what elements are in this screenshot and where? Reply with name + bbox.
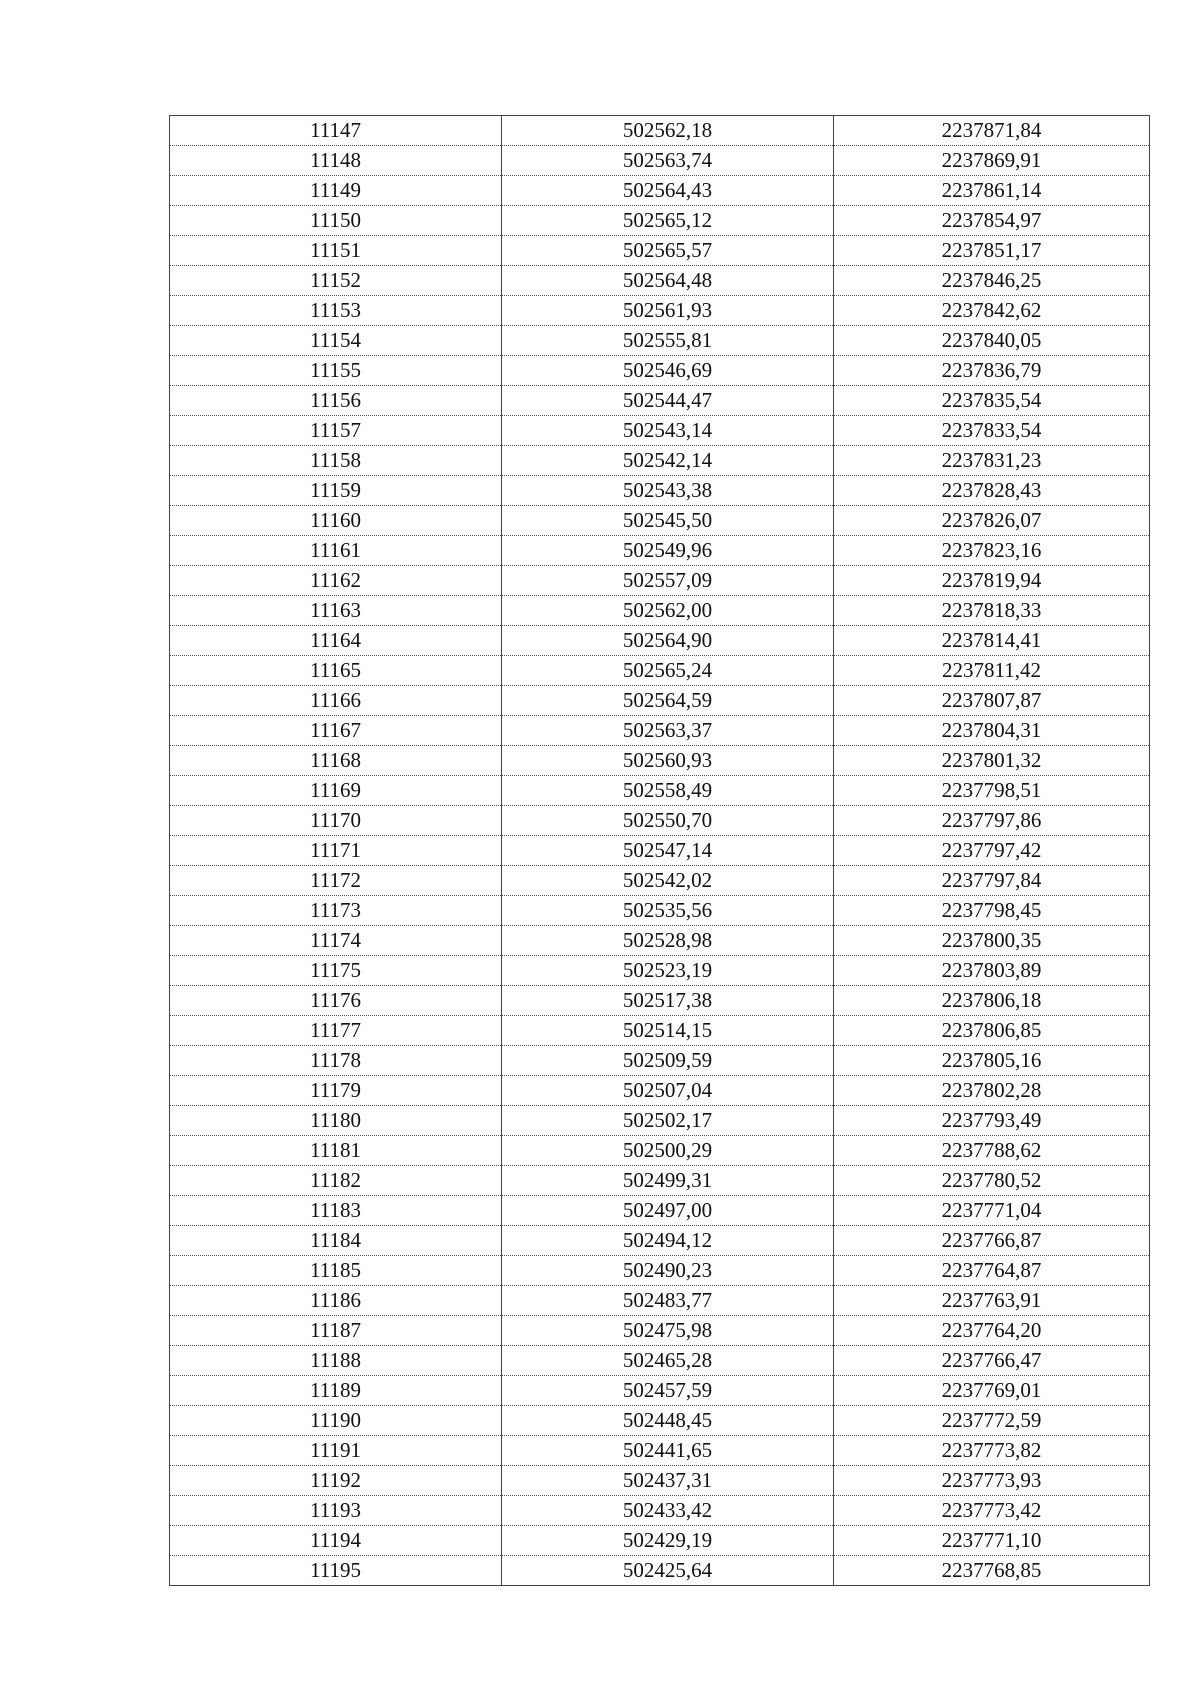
table-row	[170, 776, 1150, 806]
x-coordinate-cell: 502465,28	[502, 1346, 834, 1376]
x-coordinate-cell: 502564,59	[502, 686, 834, 716]
point-number-cell: 11148	[170, 146, 502, 176]
y-coordinate-cell: 2237806,85	[834, 1016, 1150, 1046]
point-number-cell: 11172	[170, 866, 502, 896]
x-coordinate-cell: 502564,48	[502, 266, 834, 296]
x-coordinate-cell: 502437,31	[502, 1466, 834, 1496]
y-coordinate-cell: 2237804,31	[834, 716, 1150, 746]
y-coordinate-cell: 2237798,45	[834, 896, 1150, 926]
table-row	[170, 1526, 1150, 1556]
point-number-cell: 11179	[170, 1076, 502, 1106]
table-row	[170, 416, 1150, 446]
table-row	[170, 146, 1150, 176]
y-coordinate-cell: 2237769,01	[834, 1376, 1150, 1406]
y-coordinate-cell: 2237806,18	[834, 986, 1150, 1016]
x-coordinate-cell: 502502,17	[502, 1106, 834, 1136]
table-row	[170, 356, 1150, 386]
table-row	[170, 536, 1150, 566]
y-coordinate-cell: 2237773,42	[834, 1496, 1150, 1526]
table-row	[170, 1556, 1150, 1586]
table-row	[170, 446, 1150, 476]
y-coordinate-cell: 2237766,47	[834, 1346, 1150, 1376]
point-number-cell: 11165	[170, 656, 502, 686]
y-coordinate-cell: 2237842,62	[834, 296, 1150, 326]
x-coordinate-cell: 502563,37	[502, 716, 834, 746]
x-coordinate-cell: 502441,65	[502, 1436, 834, 1466]
x-coordinate-cell: 502542,14	[502, 446, 834, 476]
y-coordinate-cell: 2237851,17	[834, 236, 1150, 266]
table-row	[170, 656, 1150, 686]
x-coordinate-cell: 502547,14	[502, 836, 834, 866]
point-number-cell: 11159	[170, 476, 502, 506]
x-coordinate-cell: 502543,38	[502, 476, 834, 506]
point-number-cell: 11156	[170, 386, 502, 416]
point-number-cell: 11153	[170, 296, 502, 326]
y-coordinate-cell: 2237861,14	[834, 176, 1150, 206]
y-coordinate-cell: 2237798,51	[834, 776, 1150, 806]
x-coordinate-cell: 502425,64	[502, 1556, 834, 1586]
table-row	[170, 1346, 1150, 1376]
point-number-cell: 11154	[170, 326, 502, 356]
point-number-cell: 11168	[170, 746, 502, 776]
table-row	[170, 866, 1150, 896]
table-row	[170, 836, 1150, 866]
x-coordinate-cell: 502542,02	[502, 866, 834, 896]
table-row	[170, 266, 1150, 296]
x-coordinate-cell: 502558,49	[502, 776, 834, 806]
x-coordinate-cell: 502448,45	[502, 1406, 834, 1436]
y-coordinate-cell: 2237807,87	[834, 686, 1150, 716]
point-number-cell: 11163	[170, 596, 502, 626]
x-coordinate-cell: 502560,93	[502, 746, 834, 776]
table-row	[170, 746, 1150, 776]
point-number-cell: 11161	[170, 536, 502, 566]
x-coordinate-cell: 502549,96	[502, 536, 834, 566]
table-row	[170, 1196, 1150, 1226]
x-coordinate-cell: 502563,74	[502, 146, 834, 176]
point-number-cell: 11177	[170, 1016, 502, 1046]
point-number-cell: 11189	[170, 1376, 502, 1406]
table-row	[170, 956, 1150, 986]
table-row	[170, 686, 1150, 716]
coordinates-table	[169, 115, 1150, 1586]
y-coordinate-cell: 2237771,04	[834, 1196, 1150, 1226]
point-number-cell: 11155	[170, 356, 502, 386]
point-number-cell: 11174	[170, 926, 502, 956]
point-number-cell: 11173	[170, 896, 502, 926]
point-number-cell: 11193	[170, 1496, 502, 1526]
y-coordinate-cell: 2237854,97	[834, 206, 1150, 236]
y-coordinate-cell: 2237797,84	[834, 866, 1150, 896]
table-row	[170, 386, 1150, 416]
x-coordinate-cell: 502546,69	[502, 356, 834, 386]
table-row	[170, 326, 1150, 356]
y-coordinate-cell: 2237871,84	[834, 116, 1150, 146]
y-coordinate-cell: 2237811,42	[834, 656, 1150, 686]
point-number-cell: 11169	[170, 776, 502, 806]
table-row	[170, 1106, 1150, 1136]
table-row	[170, 716, 1150, 746]
point-number-cell: 11186	[170, 1286, 502, 1316]
table-row	[170, 1376, 1150, 1406]
point-number-cell: 11194	[170, 1526, 502, 1556]
point-number-cell: 11191	[170, 1436, 502, 1466]
table-row	[170, 176, 1150, 206]
x-coordinate-cell: 502535,56	[502, 896, 834, 926]
table-row	[170, 1226, 1150, 1256]
y-coordinate-cell: 2237797,42	[834, 836, 1150, 866]
table-row	[170, 1136, 1150, 1166]
table-row	[170, 566, 1150, 596]
y-coordinate-cell: 2237773,82	[834, 1436, 1150, 1466]
x-coordinate-cell: 502475,98	[502, 1316, 834, 1346]
point-number-cell: 11192	[170, 1466, 502, 1496]
table-row	[170, 596, 1150, 626]
x-coordinate-cell: 502561,93	[502, 296, 834, 326]
table-row	[170, 986, 1150, 1016]
table-row	[170, 116, 1150, 146]
table-row	[170, 476, 1150, 506]
point-number-cell: 11166	[170, 686, 502, 716]
x-coordinate-cell: 502490,23	[502, 1256, 834, 1286]
y-coordinate-cell: 2237805,16	[834, 1046, 1150, 1076]
table-row	[170, 1496, 1150, 1526]
y-coordinate-cell: 2237846,25	[834, 266, 1150, 296]
point-number-cell: 11195	[170, 1556, 502, 1586]
point-number-cell: 11152	[170, 266, 502, 296]
x-coordinate-cell: 502544,47	[502, 386, 834, 416]
point-number-cell: 11181	[170, 1136, 502, 1166]
y-coordinate-cell: 2237814,41	[834, 626, 1150, 656]
point-number-cell: 11157	[170, 416, 502, 446]
point-number-cell: 11158	[170, 446, 502, 476]
point-number-cell: 11164	[170, 626, 502, 656]
y-coordinate-cell: 2237802,28	[834, 1076, 1150, 1106]
x-coordinate-cell: 502562,18	[502, 116, 834, 146]
x-coordinate-cell: 502514,15	[502, 1016, 834, 1046]
y-coordinate-cell: 2237763,91	[834, 1286, 1150, 1316]
y-coordinate-cell: 2237828,43	[834, 476, 1150, 506]
y-coordinate-cell: 2237764,87	[834, 1256, 1150, 1286]
y-coordinate-cell: 2237764,20	[834, 1316, 1150, 1346]
point-number-cell: 11175	[170, 956, 502, 986]
x-coordinate-cell: 502507,04	[502, 1076, 834, 1106]
y-coordinate-cell: 2237869,91	[834, 146, 1150, 176]
point-number-cell: 11182	[170, 1166, 502, 1196]
x-coordinate-cell: 502429,19	[502, 1526, 834, 1556]
table-row	[170, 896, 1150, 926]
x-coordinate-cell: 502523,19	[502, 956, 834, 986]
y-coordinate-cell: 2237836,79	[834, 356, 1150, 386]
table-row	[170, 236, 1150, 266]
x-coordinate-cell: 502528,98	[502, 926, 834, 956]
point-number-cell: 11185	[170, 1256, 502, 1286]
table-row	[170, 806, 1150, 836]
y-coordinate-cell: 2237793,49	[834, 1106, 1150, 1136]
point-number-cell: 11170	[170, 806, 502, 836]
table-row	[170, 1256, 1150, 1286]
y-coordinate-cell: 2237803,89	[834, 956, 1150, 986]
point-number-cell: 11184	[170, 1226, 502, 1256]
x-coordinate-cell: 502550,70	[502, 806, 834, 836]
y-coordinate-cell: 2237833,54	[834, 416, 1150, 446]
x-coordinate-cell: 502564,90	[502, 626, 834, 656]
table-row	[170, 206, 1150, 236]
x-coordinate-cell: 502555,81	[502, 326, 834, 356]
y-coordinate-cell: 2237800,35	[834, 926, 1150, 956]
point-number-cell: 11147	[170, 116, 502, 146]
y-coordinate-cell: 2237788,62	[834, 1136, 1150, 1166]
point-number-cell: 11162	[170, 566, 502, 596]
x-coordinate-cell: 502562,00	[502, 596, 834, 626]
x-coordinate-cell: 502497,00	[502, 1196, 834, 1226]
y-coordinate-cell: 2237771,10	[834, 1526, 1150, 1556]
y-coordinate-cell: 2237826,07	[834, 506, 1150, 536]
point-number-cell: 11188	[170, 1346, 502, 1376]
x-coordinate-cell: 502500,29	[502, 1136, 834, 1166]
table-row	[170, 1076, 1150, 1106]
x-coordinate-cell: 502565,57	[502, 236, 834, 266]
x-coordinate-cell: 502565,24	[502, 656, 834, 686]
point-number-cell: 11190	[170, 1406, 502, 1436]
table-row	[170, 1046, 1150, 1076]
x-coordinate-cell: 502543,14	[502, 416, 834, 446]
x-coordinate-cell: 502517,38	[502, 986, 834, 1016]
y-coordinate-cell: 2237835,54	[834, 386, 1150, 416]
x-coordinate-cell: 502494,12	[502, 1226, 834, 1256]
y-coordinate-cell: 2237766,87	[834, 1226, 1150, 1256]
point-number-cell: 11151	[170, 236, 502, 266]
coordinates-table-body	[170, 116, 1150, 1586]
y-coordinate-cell: 2237797,86	[834, 806, 1150, 836]
point-number-cell: 11171	[170, 836, 502, 866]
point-number-cell: 11149	[170, 176, 502, 206]
point-number-cell: 11176	[170, 986, 502, 1016]
table-row	[170, 1406, 1150, 1436]
x-coordinate-cell: 502499,31	[502, 1166, 834, 1196]
y-coordinate-cell: 2237768,85	[834, 1556, 1150, 1586]
table-row	[170, 1166, 1150, 1196]
point-number-cell: 11160	[170, 506, 502, 536]
x-coordinate-cell: 502545,50	[502, 506, 834, 536]
point-number-cell: 11180	[170, 1106, 502, 1136]
table-row	[170, 1316, 1150, 1346]
table-row	[170, 1466, 1150, 1496]
point-number-cell: 11167	[170, 716, 502, 746]
table-row	[170, 626, 1150, 656]
point-number-cell: 11183	[170, 1196, 502, 1226]
table-row	[170, 506, 1150, 536]
point-number-cell: 11178	[170, 1046, 502, 1076]
point-number-cell: 11150	[170, 206, 502, 236]
y-coordinate-cell: 2237773,93	[834, 1466, 1150, 1496]
x-coordinate-cell: 502557,09	[502, 566, 834, 596]
table-row	[170, 296, 1150, 326]
y-coordinate-cell: 2237831,23	[834, 446, 1150, 476]
y-coordinate-cell: 2237823,16	[834, 536, 1150, 566]
y-coordinate-cell: 2237772,59	[834, 1406, 1150, 1436]
x-coordinate-cell: 502565,12	[502, 206, 834, 236]
table-row	[170, 1436, 1150, 1466]
y-coordinate-cell: 2237819,94	[834, 566, 1150, 596]
y-coordinate-cell: 2237780,52	[834, 1166, 1150, 1196]
table-row	[170, 1016, 1150, 1046]
point-number-cell: 11187	[170, 1316, 502, 1346]
y-coordinate-cell: 2237801,32	[834, 746, 1150, 776]
x-coordinate-cell: 502457,59	[502, 1376, 834, 1406]
table-row	[170, 1286, 1150, 1316]
x-coordinate-cell: 502483,77	[502, 1286, 834, 1316]
x-coordinate-cell: 502433,42	[502, 1496, 834, 1526]
table-row	[170, 926, 1150, 956]
x-coordinate-cell: 502509,59	[502, 1046, 834, 1076]
x-coordinate-cell: 502564,43	[502, 176, 834, 206]
y-coordinate-cell: 2237818,33	[834, 596, 1150, 626]
y-coordinate-cell: 2237840,05	[834, 326, 1150, 356]
